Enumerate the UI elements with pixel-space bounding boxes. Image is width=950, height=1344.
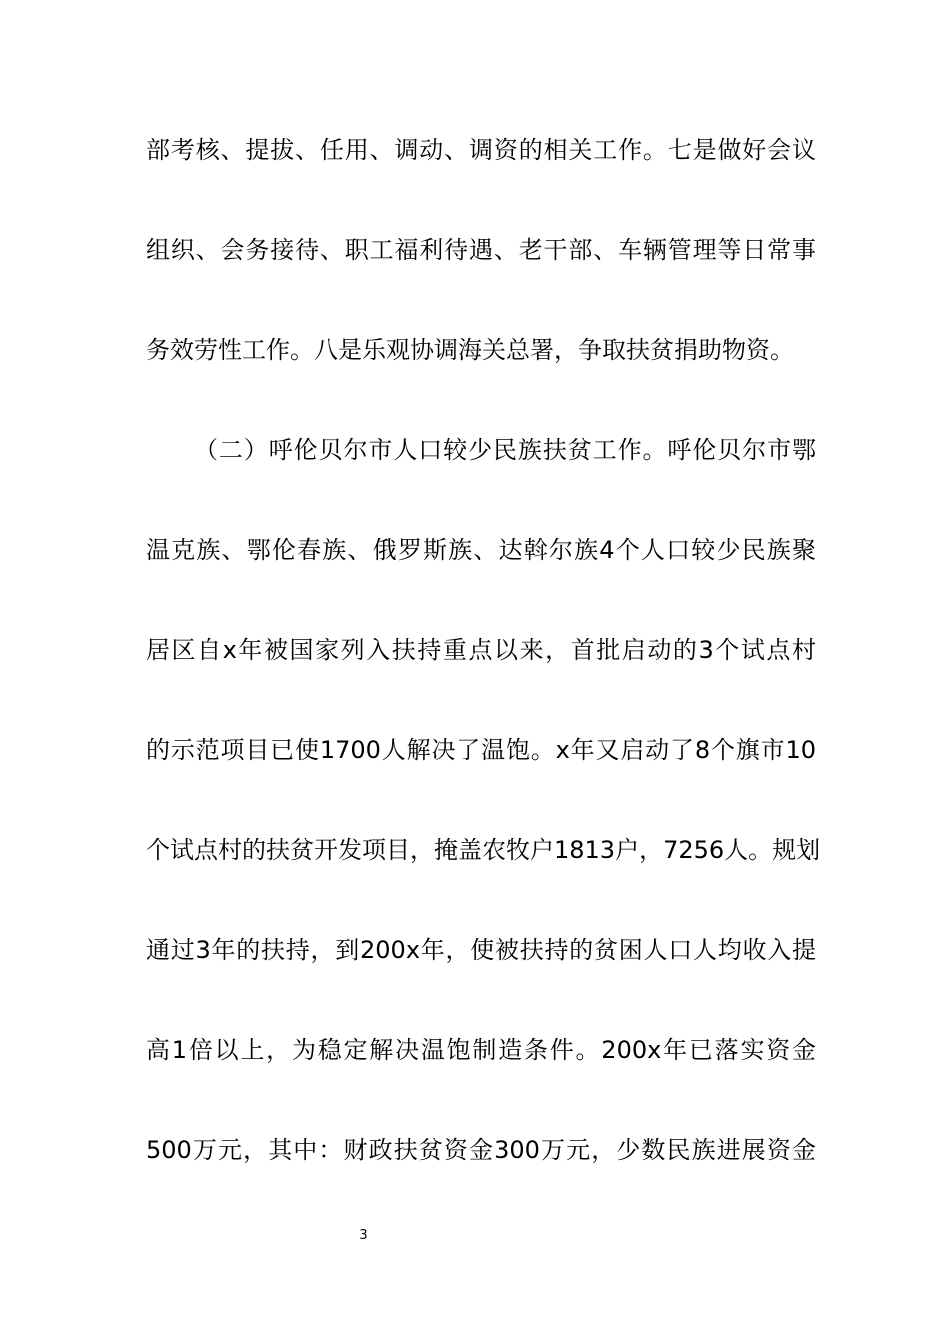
- paragraph-line: 部考核、提拔、任用、调动、调资的相关工作。七是做好会议: [146, 136, 816, 164]
- page-number: 3: [359, 1228, 368, 1243]
- paragraph-line: 居区自x年被国家列入扶持重点以来，首批启动的3个试点村: [146, 636, 816, 664]
- paragraph-line: 高1倍以上，为稳定解决温饱制造条件。200x年已落实资金: [146, 1036, 816, 1064]
- paragraph-line: 的示范项目已使1700人解决了温饱。x年又启动了8个旗市10: [146, 736, 816, 764]
- paragraph-line: 500万元，其中：财政扶贫资金300万元，少数民族进展资金: [146, 1136, 816, 1164]
- paragraph-line: 务效劳性工作。八是乐观协调海关总署，争取扶贫捐助物资。: [146, 336, 794, 364]
- paragraph-line: 个试点村的扶贫开发项目，掩盖农牧户1813户，7256人。规划: [146, 836, 821, 864]
- paragraph-line: 通过3年的扶持，到200x年，使被扶持的贫困人口人均收入提: [146, 936, 816, 964]
- paragraph-line: 温克族、鄂伦春族、俄罗斯族、达斡尔族4个人口较少民族聚: [146, 536, 816, 564]
- paragraph-line: （二）呼伦贝尔市人口较少民族扶贫工作。呼伦贝尔市鄂: [194, 436, 816, 464]
- paragraph-line: 组织、会务接待、职工福利待遇、老干部、车辆管理等日常事: [146, 236, 816, 264]
